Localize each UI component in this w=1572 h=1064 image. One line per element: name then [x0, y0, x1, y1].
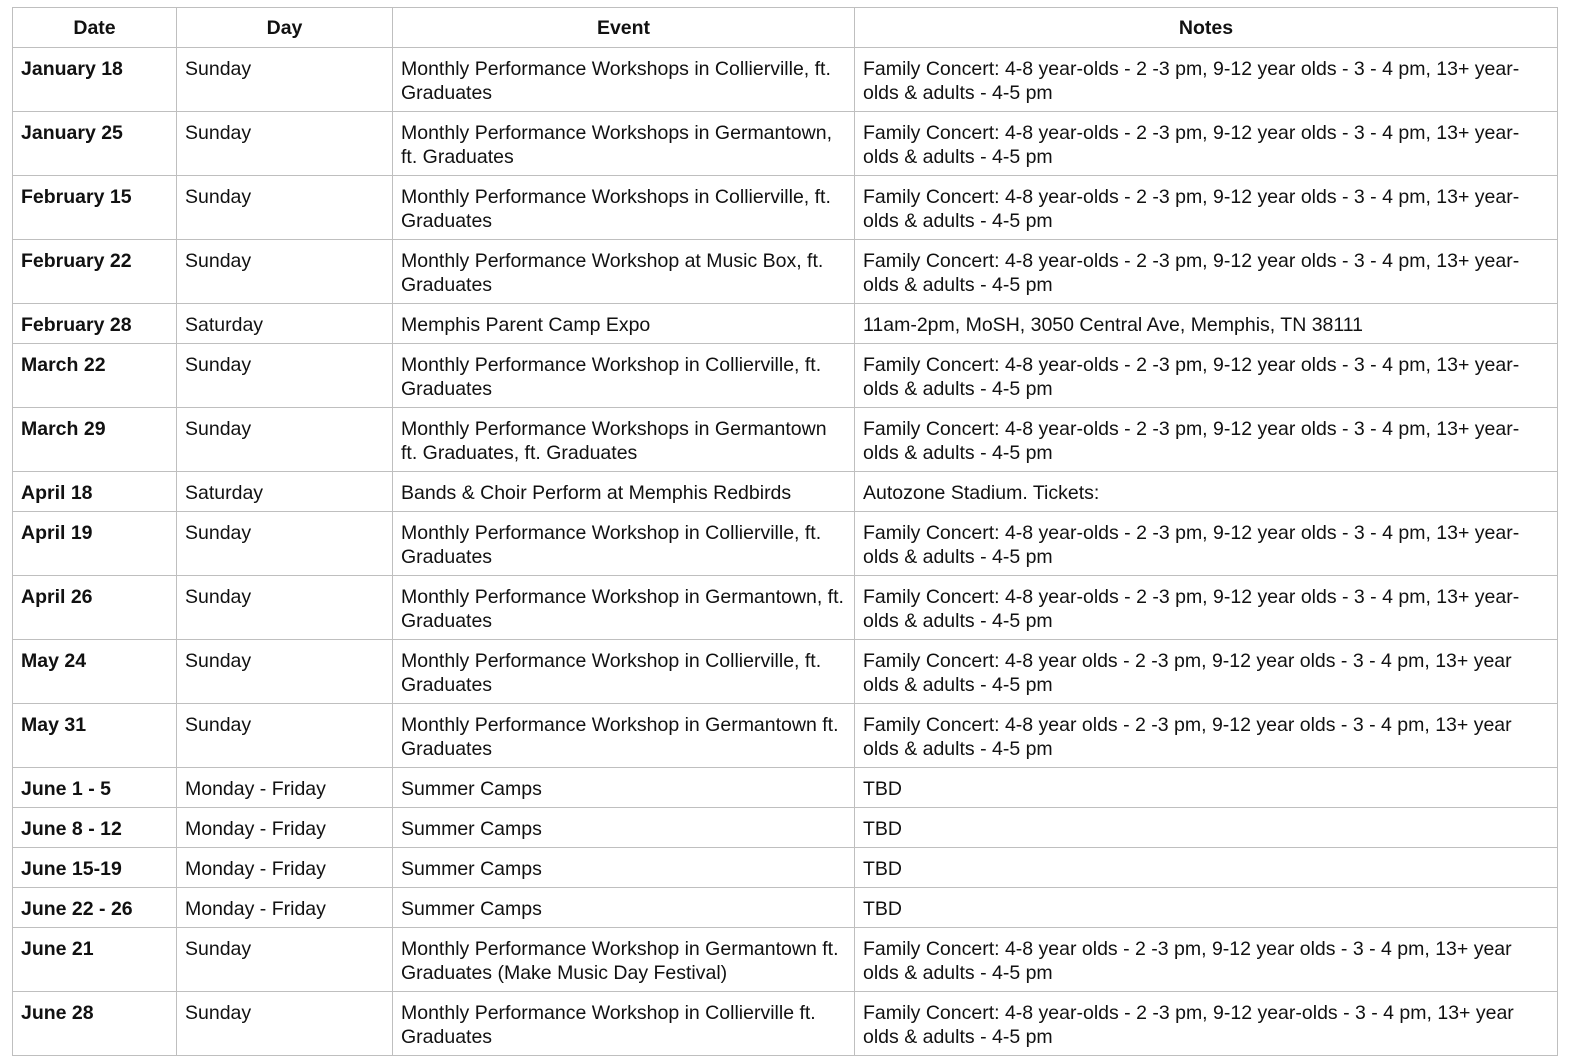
event-cell: Memphis Parent Camp Expo [393, 304, 855, 344]
event-cell: Monthly Performance Workshop in Collierville, ft. Graduates [393, 640, 855, 704]
event-cell: Summer Camps [393, 888, 855, 928]
table-row [13, 472, 1558, 512]
notes-cell: Family Concert: 4-8 year-olds - 2 -3 pm, 9-12 year olds - 3 - 4 pm, 13+ year-olds & adults - 4-5 pm [855, 512, 1558, 576]
day-cell: Sunday [177, 112, 393, 176]
table-row [13, 992, 1558, 1056]
event-cell: Monthly Performance Workshop in Germantown ft. Graduates [393, 704, 855, 768]
day-cell: Sunday [177, 344, 393, 408]
date-cell: January 18 [13, 48, 177, 112]
date-cell: February 15 [13, 176, 177, 240]
event-cell: Monthly Performance Workshop in Collierville, ft. Graduates [393, 344, 855, 408]
day-cell: Sunday [177, 928, 393, 992]
notes-cell: TBD [855, 768, 1558, 808]
table-row [13, 888, 1558, 928]
notes-cell: Family Concert: 4-8 year-olds - 2 -3 pm, 9-12 year olds - 3 - 4 pm, 13+ year-olds & adults - 4-5 pm [855, 48, 1558, 112]
date-cell: June 22 - 26 [13, 888, 177, 928]
header-date: Date [13, 8, 177, 48]
date-cell: May 31 [13, 704, 177, 768]
table-row [13, 304, 1558, 344]
day-cell: Sunday [177, 992, 393, 1056]
event-cell: Monthly Performance Workshop in Germantown, ft. Graduates [393, 576, 855, 640]
notes-cell: Family Concert: 4-8 year-olds - 2 -3 pm, 9-12 year olds - 3 - 4 pm, 13+ year-olds & adults - 4-5 pm [855, 344, 1558, 408]
table-row [13, 112, 1558, 176]
notes-cell: Family Concert: 4-8 year-olds - 2 -3 pm, 9-12 year olds - 3 - 4 pm, 13+ year-olds & adults - 4-5 pm [855, 112, 1558, 176]
header-day: Day [177, 8, 393, 48]
date-cell: June 21 [13, 928, 177, 992]
event-cell: Monthly Performance Workshop in Germantown ft. Graduates (Make Music Day Festival) [393, 928, 855, 992]
table-row [13, 704, 1558, 768]
table-row [13, 408, 1558, 472]
day-cell: Sunday [177, 408, 393, 472]
notes-cell: Family Concert: 4-8 year olds - 2 -3 pm, 9-12 year olds - 3 - 4 pm, 13+ year olds & adults - 4-5 pm [855, 928, 1558, 992]
event-cell: Summer Camps [393, 808, 855, 848]
table-row [13, 768, 1558, 808]
day-cell: Sunday [177, 240, 393, 304]
day-cell: Sunday [177, 704, 393, 768]
date-cell: April 19 [13, 512, 177, 576]
table-row [13, 176, 1558, 240]
event-cell: Summer Camps [393, 848, 855, 888]
day-cell: Monday - Friday [177, 768, 393, 808]
table-row [13, 344, 1558, 408]
event-cell: Monthly Performance Workshops in Collierville, ft. Graduates [393, 176, 855, 240]
day-cell: Sunday [177, 48, 393, 112]
table-row [13, 848, 1558, 888]
notes-cell: TBD [855, 888, 1558, 928]
table-row [13, 240, 1558, 304]
date-cell: January 25 [13, 112, 177, 176]
date-cell: June 28 [13, 992, 177, 1056]
day-cell: Sunday [177, 640, 393, 704]
day-cell: Monday - Friday [177, 808, 393, 848]
day-cell: Sunday [177, 512, 393, 576]
table-row [13, 928, 1558, 992]
date-cell: June 8 - 12 [13, 808, 177, 848]
header-row [13, 8, 1558, 48]
day-cell: Sunday [177, 176, 393, 240]
notes-cell: TBD [855, 808, 1558, 848]
date-cell: May 24 [13, 640, 177, 704]
date-cell: April 26 [13, 576, 177, 640]
notes-cell: Autozone Stadium. Tickets: [855, 472, 1558, 512]
day-cell: Monday - Friday [177, 888, 393, 928]
table-row [13, 576, 1558, 640]
notes-cell: Family Concert: 4-8 year-olds - 2 -3 pm, 9-12 year olds - 3 - 4 pm, 13+ year-olds & adults - 4-5 pm [855, 240, 1558, 304]
table-row [13, 808, 1558, 848]
table-row [13, 48, 1558, 112]
notes-cell: Family Concert: 4-8 year-olds - 2 -3 pm, 9-12 year olds - 3 - 4 pm, 13+ year-olds & adults - 4-5 pm [855, 576, 1558, 640]
date-cell: March 22 [13, 344, 177, 408]
event-cell: Summer Camps [393, 768, 855, 808]
date-cell: March 29 [13, 408, 177, 472]
schedule-table [12, 7, 1558, 1056]
date-cell: June 1 - 5 [13, 768, 177, 808]
notes-cell: Family Concert: 4-8 year olds - 2 -3 pm, 9-12 year olds - 3 - 4 pm, 13+ year olds & adults - 4-5 pm [855, 640, 1558, 704]
date-cell: June 15-19 [13, 848, 177, 888]
date-cell: April 18 [13, 472, 177, 512]
header-notes: Notes [855, 8, 1558, 48]
table-row [13, 512, 1558, 576]
event-cell: Monthly Performance Workshop in Collierville, ft. Graduates [393, 512, 855, 576]
notes-cell: Family Concert: 4-8 year-olds - 2 -3 pm, 9-12 year-olds - 3 - 4 pm, 13+ year olds & adults - 4-5 pm [855, 992, 1558, 1056]
table-row [13, 640, 1558, 704]
notes-cell: Family Concert: 4-8 year olds - 2 -3 pm, 9-12 year olds - 3 - 4 pm, 13+ year olds & adults - 4-5 pm [855, 704, 1558, 768]
day-cell: Saturday [177, 304, 393, 344]
event-cell: Monthly Performance Workshops in Collierville, ft. Graduates [393, 48, 855, 112]
event-cell: Bands & Choir Perform at Memphis Redbirds [393, 472, 855, 512]
date-cell: February 28 [13, 304, 177, 344]
header-event: Event [393, 8, 855, 48]
day-cell: Saturday [177, 472, 393, 512]
day-cell: Sunday [177, 576, 393, 640]
notes-cell: TBD [855, 848, 1558, 888]
notes-cell: 11am-2pm, MoSH, 3050 Central Ave, Memphis, TN 38111 [855, 304, 1558, 344]
notes-cell: Family Concert: 4-8 year-olds - 2 -3 pm, 9-12 year olds - 3 - 4 pm, 13+ year-olds & adults - 4-5 pm [855, 408, 1558, 472]
event-cell: Monthly Performance Workshop at Music Box, ft. Graduates [393, 240, 855, 304]
schedule-table-container [12, 7, 1557, 1056]
day-cell: Monday - Friday [177, 848, 393, 888]
event-cell: Monthly Performance Workshop in Collierville ft. Graduates [393, 992, 855, 1056]
event-cell: Monthly Performance Workshops in Germantown, ft. Graduates [393, 112, 855, 176]
event-cell: Monthly Performance Workshops in Germantown ft. Graduates, ft. Graduates [393, 408, 855, 472]
date-cell: February 22 [13, 240, 177, 304]
notes-cell: Family Concert: 4-8 year-olds - 2 -3 pm, 9-12 year olds - 3 - 4 pm, 13+ year-olds & adults - 4-5 pm [855, 176, 1558, 240]
